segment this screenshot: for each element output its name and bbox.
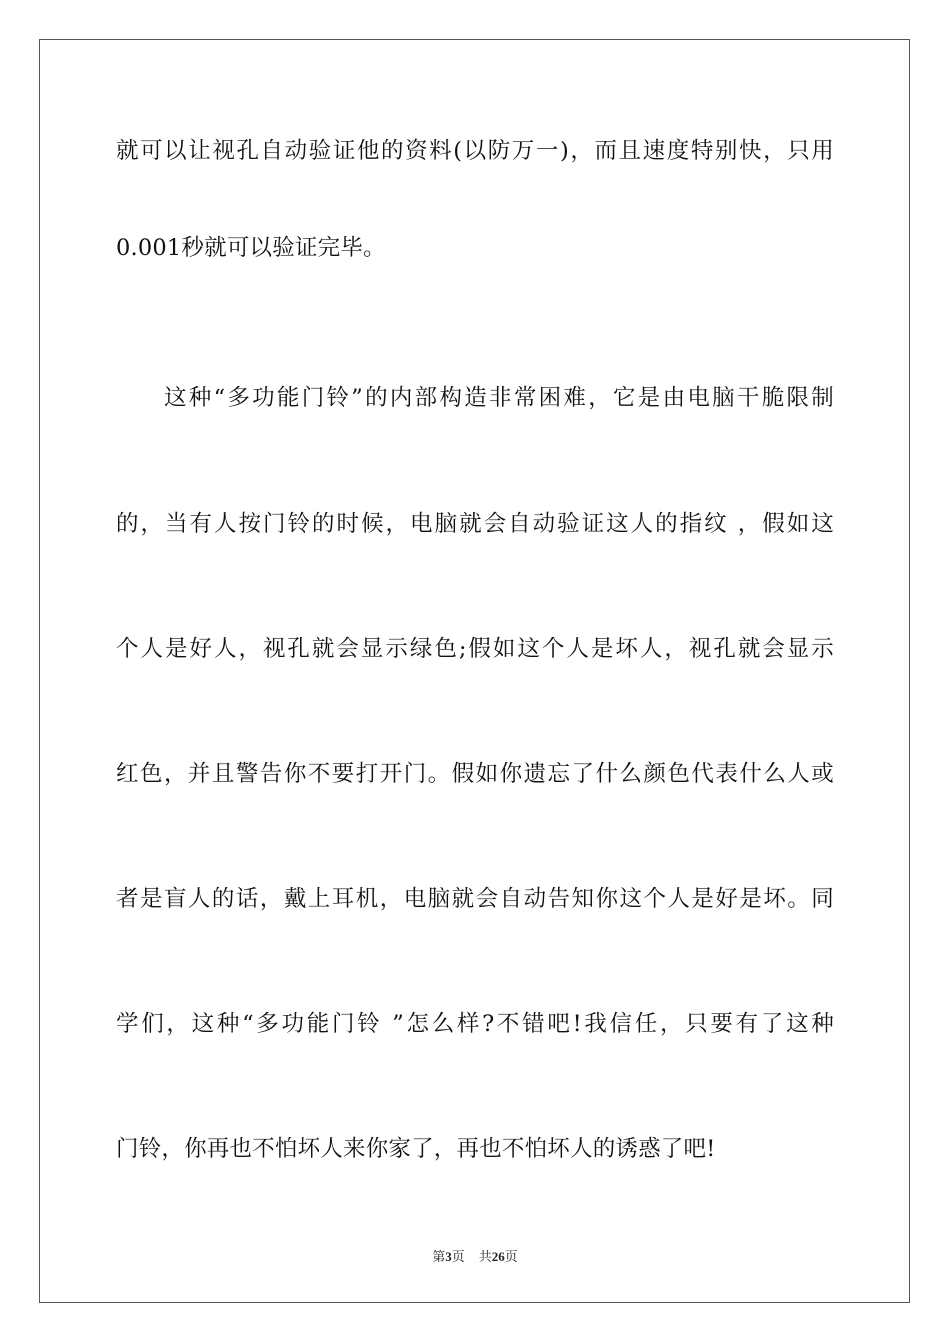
footer-total-pages: 26 [491, 1249, 505, 1264]
text-line-4: 的，当有人按门铃的时候，电脑就会自动验证这人的指纹 ，假如这 [116, 511, 834, 537]
footer-page-number: 3 [445, 1249, 452, 1264]
text-line-3: 这种“多功能门铃”的内部构造非常困难，它是由电脑干脆限制 [164, 385, 834, 411]
text-line-1: 就可以让视孔自动验证他的资料(以防万一)，而且速度特别快，只用 [116, 138, 834, 164]
text-line-8: 学们，这种“多功能门铃 ”怎么样?不错吧!我信任，只要有了这种 [116, 1011, 834, 1037]
footer-total-suffix: 页 [504, 1250, 518, 1265]
page-footer [0, 1249, 950, 1266]
text-line-5: 个人是好人，视孔就会显示绿色;假如这个人是坏人，视孔就会显示 [116, 636, 834, 662]
text-line-7: 者是盲人的话，戴上耳机，电脑就会自动告知你这个人是好是坏。同 [116, 886, 834, 912]
text-line-2: 0.001秒就可以验证完毕。 [116, 235, 386, 261]
footer-total-prefix: 共 [478, 1250, 492, 1265]
text-line-9: 门铃，你再也不怕坏人来你家了，再也不怕坏人的诱惑了吧! [116, 1136, 716, 1162]
footer-page-suffix: 页 [451, 1250, 465, 1265]
footer-page-prefix: 第 [432, 1250, 446, 1265]
text-line-6: 红色，并且警告你不要打开门。假如你遗忘了什么颜色代表什么人或 [116, 761, 834, 787]
page-border [39, 39, 910, 1303]
